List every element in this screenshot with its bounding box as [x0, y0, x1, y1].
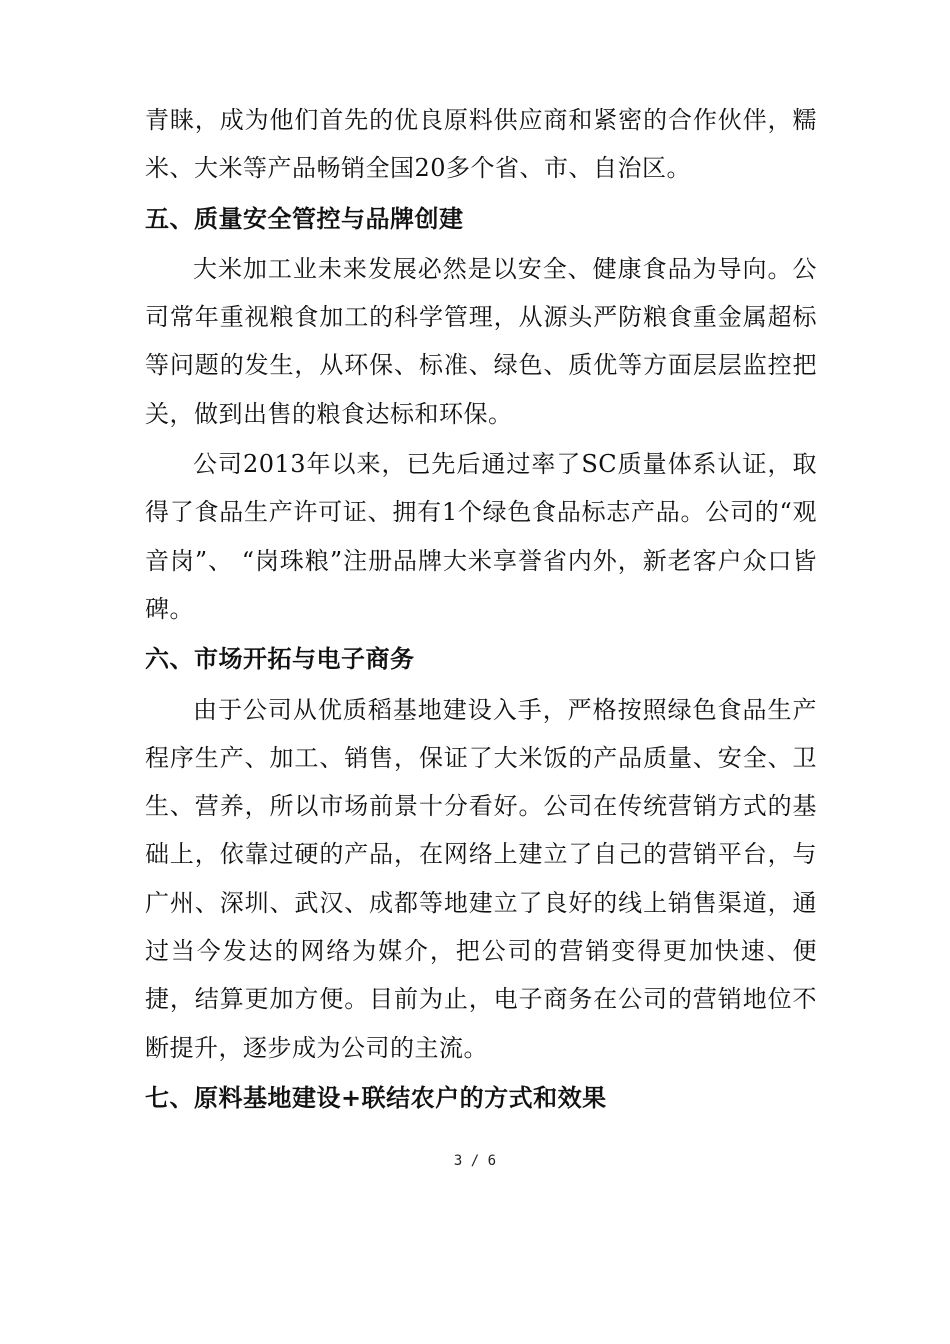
section-heading-6: 六、市场开拓与电子商务: [145, 644, 415, 674]
paragraph-quality-intro: 大米加工业未来发展必然是以安全、健康食品为导向。公司常年重视粮食加工的科学管理，从源头严防粮食重金属超标等问题的发生，从环保、标准、绿色、质优等方面层层监控把关，做到出售的粮食达标和环保。: [145, 254, 817, 428]
section-heading-7: 七、原料基地建设+联结农户的方式和效果: [145, 1082, 607, 1112]
paragraph-market-ecommerce: 由于公司从优质稻基地建设入手，严格按照绿色食品生产程序生产、加工、销售，保证了大米饭的产品质量、安全、卫生、营养，所以市场前景十分看好。公司在传统营销方式的基础上，依靠过硬的产品，在网络上建立了自己的营销平台，与广州、深圳、武汉、成都等地建立了良好的线上销售渠道，通过当今发达的网络为媒介，把公司的营销变得更加快速、便捷，结算更加方便。目前为止，电子商务在公司的营销地位不断提升，逐步成为公司的主流。: [145, 695, 817, 1062]
paragraph-continuation: 青睐，成为他们首先的优良原料供应商和紧密的合作伙伴，糯米、大米等产品畅销全国20多个省、市、自治区。: [145, 106, 817, 183]
paragraph-certification: 公司2013年以来，已先后通过率了SC质量体系认证，取得了食品生产许可证、拥有1个绿色食品标志产品。公司的“观音岗”、 “岗珠粮”注册品牌大米享誉省内外，新老客户众口皆碑。: [145, 450, 817, 623]
document-body: [145, 96, 817, 1122]
section-heading-5: 五、质量安全管控与品牌创建: [145, 203, 464, 233]
page-number: 3 / 6: [453, 1153, 497, 1169]
